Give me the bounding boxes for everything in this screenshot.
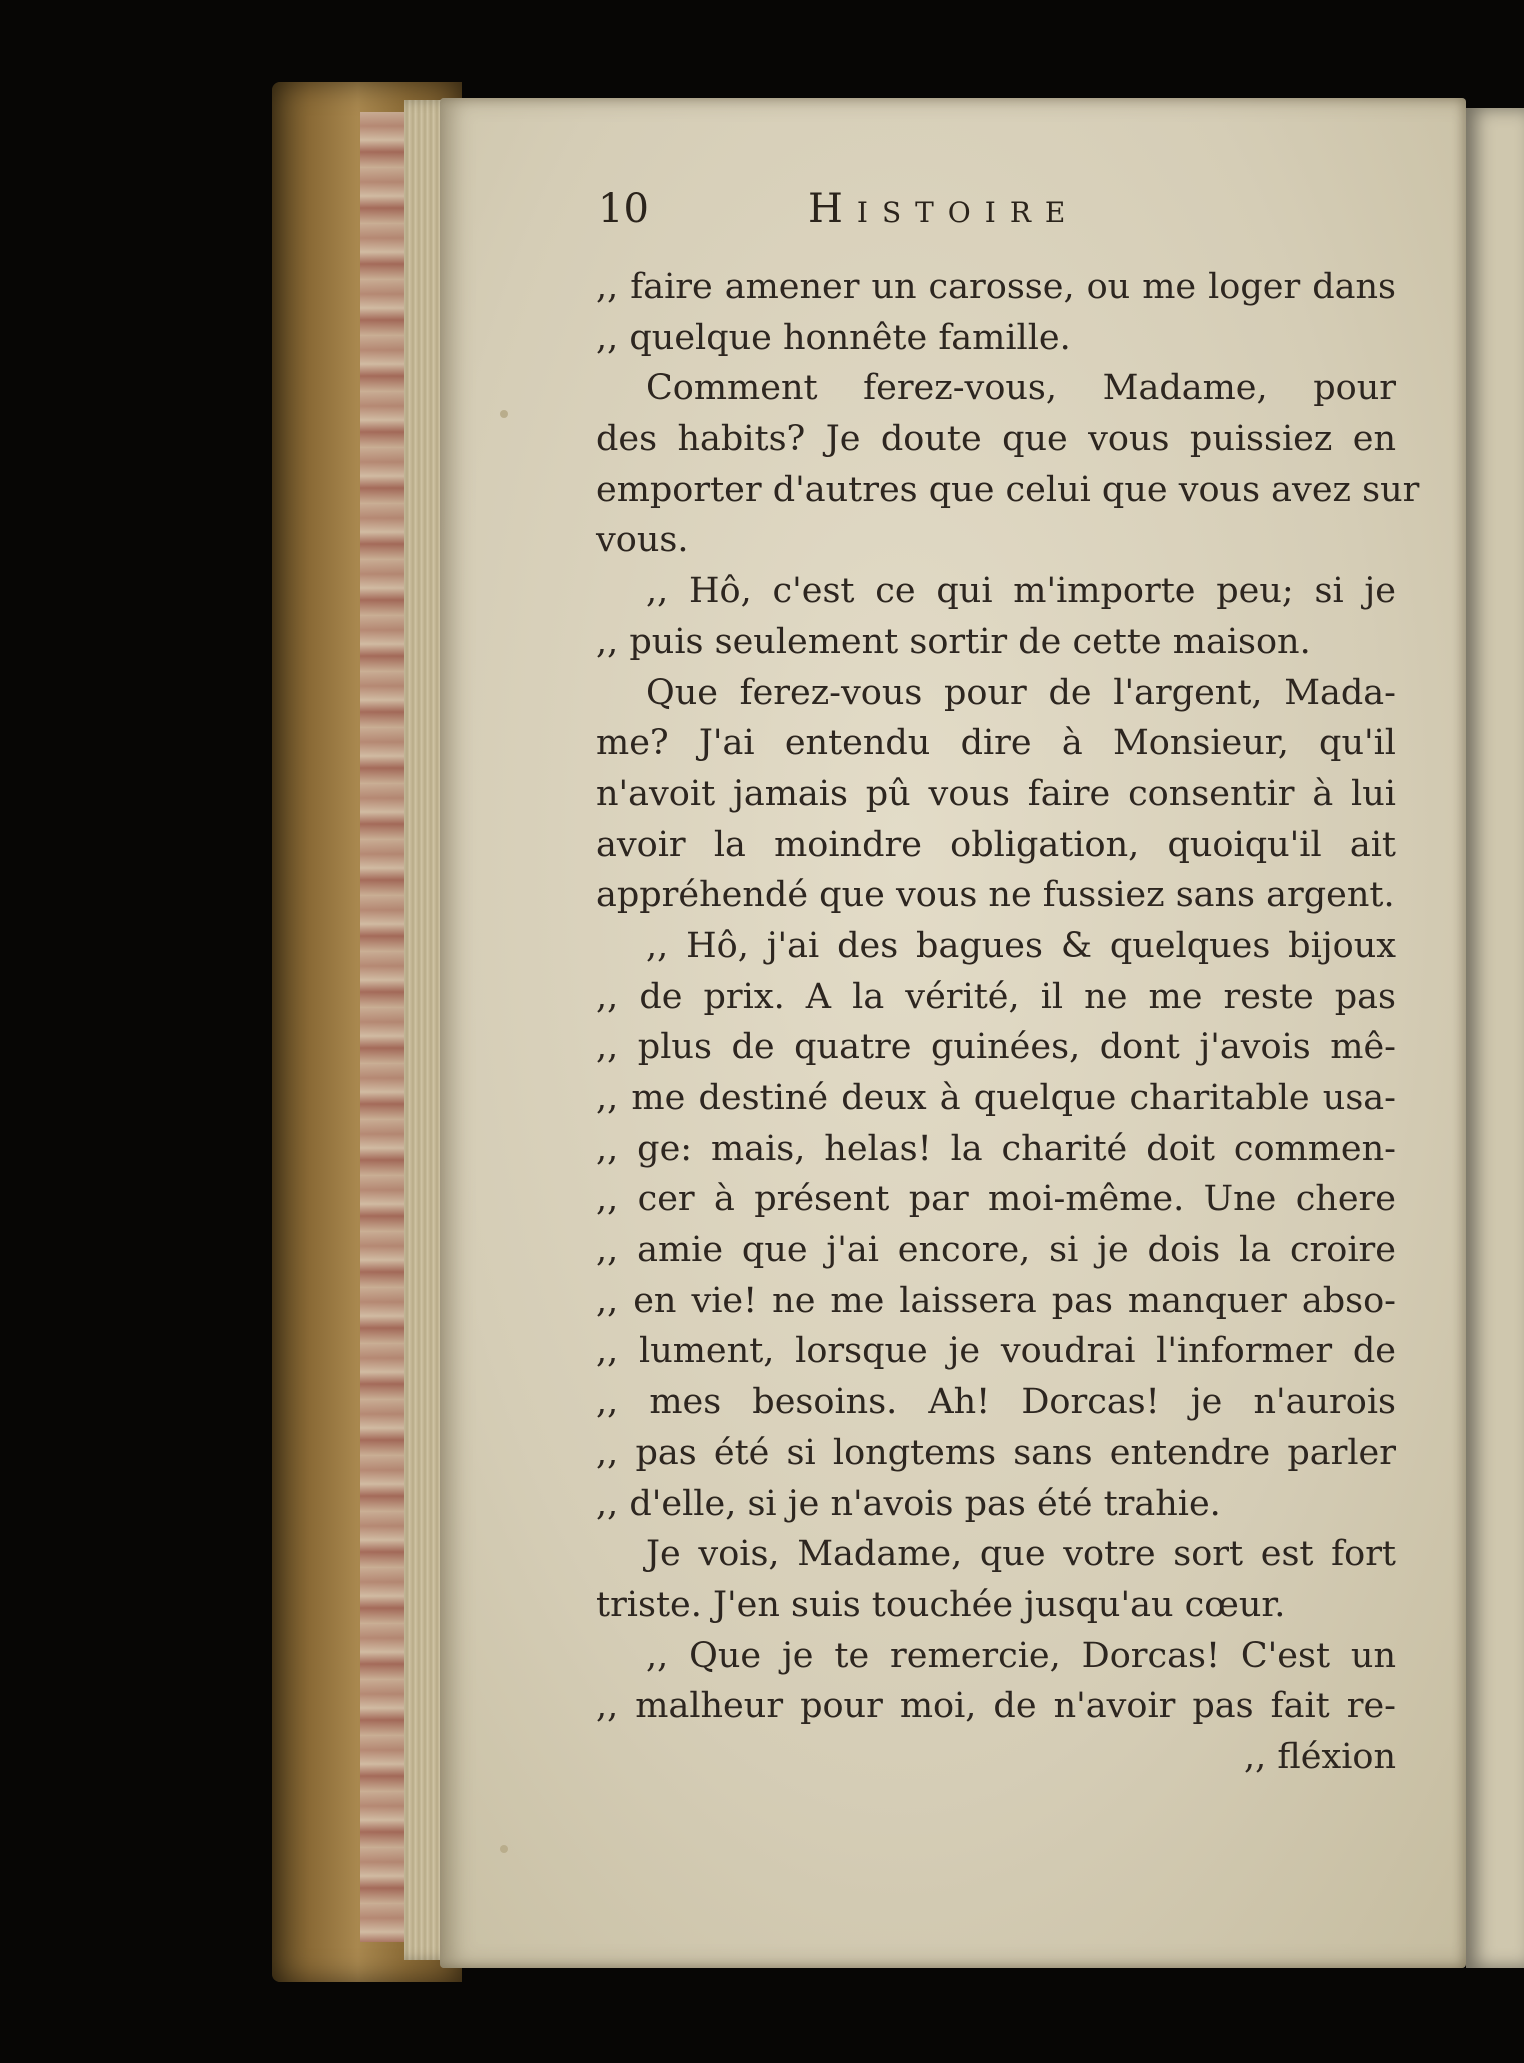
text-line: ,, faire amener un carosse, ou me loger dans [596,267,1396,307]
page-number: 10 [598,186,649,232]
marbled-endpaper [360,112,408,1942]
text-line: ,, cer à présent par moi-même. Une chere [596,1179,1396,1220]
text-line: ,, en vie! ne me laissera pas manquer abso- [596,1280,1396,1321]
text-line: ,, ge: mais, helas! la charité doit commen- [596,1128,1396,1169]
facing-page-edge [1466,108,1524,1968]
text-line: vous. [596,520,689,561]
text-line: ,, lument, lorsque je voudrai l'informer de [596,1331,1396,1372]
text-line: des habits? Je doute que vous puissiez en [596,419,1396,460]
text-line: triste. J'en suis touchée jusqu'au cœur. [596,1584,1286,1625]
text-line: ,, fléxion [1244,1736,1396,1777]
text-line: ,, mes besoins. Ah! Dorcas! je n'aurois [596,1382,1396,1423]
text-line: Comment ferez-vous, Madame, pour [646,368,1396,409]
text-line: avoir la moindre obligation, quoiqu'il ait [596,824,1396,865]
text-line: ,, Hô, j'ai des bagues & quelques bijoux [646,925,1396,966]
text-line: me? J'ai entendu dire à Monsieur, qu'il [596,723,1396,764]
text-line: ,, quelque honnête famille. [596,317,1071,358]
paper-speck [500,410,508,418]
text-line: n'avoit jamais pû vous faire consentir à lui [596,773,1396,814]
text-line: emporter d'autres que celui que vous avez sur [596,469,1420,510]
paper-speck [500,1845,508,1853]
text-line: ,, me destiné deux à quelque charitable usa- [596,1078,1396,1118]
text-line: ,, Hô, c'est ce qui m'importe peu; si je [646,571,1396,612]
text-line: ,, amie que j'ai encore, si je dois la croire [596,1230,1396,1271]
text-line: ,, puis seulement sortir de cette maison. [596,621,1311,662]
text-line: Je vois, Madame, que votre sort est fort [646,1534,1396,1575]
text-line: ,, plus de quatre guinées, dont j'avois mê- [596,1027,1396,1068]
text-line: ,, de prix. A la vérité, il ne me reste pas [596,976,1396,1017]
text-line: ,, malheur pour moi, de n'avoir pas fait re- [596,1686,1396,1727]
text-line: ,, d'elle, si je n'avois pas été trahie. [596,1483,1221,1524]
text-line: ,, pas été si longtems sans entendre parler [596,1432,1396,1473]
page-header [598,186,1158,246]
text-line: ,, Que je te remercie, Dorcas! C'est un [646,1635,1396,1676]
running-title: Histoire [808,186,1080,232]
text-line: Que ferez-vous pour de l'argent, Mada- [646,672,1396,713]
text-line: appréhendé que vous ne fussiez sans argent. [596,875,1395,916]
body-text [596,262,1420,1822]
